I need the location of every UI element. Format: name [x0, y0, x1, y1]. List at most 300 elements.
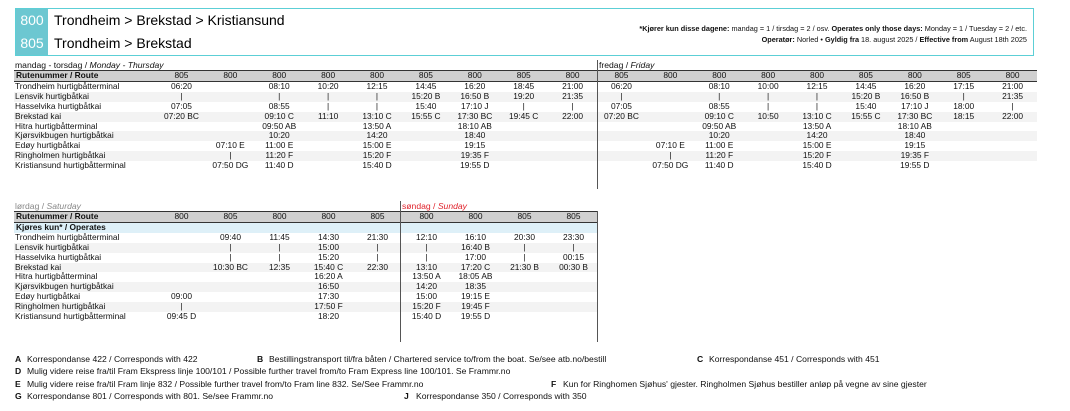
- departure-time: 07:20 BC: [157, 112, 206, 122]
- departure-time: [353, 302, 402, 312]
- departure-time: [646, 81, 695, 91]
- departure-time: |: [255, 243, 304, 253]
- departure-time: 17:15: [953, 81, 975, 91]
- departure-time: 18:35: [451, 282, 500, 292]
- stop-name: Hasselvika hurtigbåtkai: [15, 252, 102, 262]
- stop-name: Kristiansund hurtigbåtterminal: [15, 312, 126, 322]
- departure-time: [304, 141, 353, 151]
- departure-time: [157, 131, 206, 141]
- departure-time: 23:30: [563, 232, 584, 242]
- departure-time: |: [206, 151, 255, 161]
- departure-time: 16:20: [464, 81, 486, 91]
- departure-time: 18:45: [513, 81, 535, 91]
- departure-time: 21:30 B: [500, 263, 549, 273]
- departure-time: [597, 122, 646, 132]
- table-row: [14, 292, 598, 302]
- departure-time: 10:20: [317, 81, 339, 91]
- departure-time: 10:30 BC: [206, 263, 255, 273]
- route-header-label: Rutenummer / Route: [14, 71, 157, 82]
- departure-time: [353, 272, 402, 282]
- operates-row: [14, 222, 598, 232]
- departure-time: [206, 92, 255, 102]
- stop-name: Lensvik hurtigbåtkai: [14, 243, 157, 253]
- route-number-cell: 800: [646, 71, 695, 82]
- departure-time: [157, 161, 206, 171]
- departure-time: 19:35 F: [450, 151, 499, 161]
- weekday-label: mandag - torsdag / Monday - Thursday: [15, 60, 164, 70]
- departure-time: 21:30: [367, 232, 388, 242]
- departure-time: 11:20 F: [255, 151, 304, 161]
- table-row: [14, 151, 1037, 161]
- departure-time: 15:00: [416, 292, 437, 302]
- departure-time: 19:15 E: [461, 292, 490, 302]
- departure-time: |: [571, 101, 574, 111]
- departure-time: [206, 312, 255, 322]
- departure-time: 09:10 C: [695, 112, 744, 122]
- route-number-cell: 805: [206, 212, 255, 223]
- departure-time: [939, 141, 988, 151]
- departure-time: [646, 131, 695, 141]
- departure-time: [841, 131, 890, 141]
- departure-time: [304, 161, 353, 171]
- departure-time: [549, 282, 598, 292]
- departure-time: 15:40 D: [802, 161, 832, 171]
- departure-time: [255, 272, 304, 282]
- table-row: [14, 233, 598, 243]
- departure-time: 13:10 C: [793, 112, 842, 122]
- departure-time: [206, 292, 255, 302]
- departure-time: 06:20: [610, 81, 632, 91]
- departure-time: |: [157, 302, 206, 312]
- departure-time: [206, 282, 255, 292]
- departure-time: 11:20 F: [695, 151, 744, 161]
- table-row: [14, 272, 598, 282]
- departure-time: 14:20: [353, 131, 402, 141]
- departure-time: 19:35 F: [890, 151, 939, 161]
- departure-time: 18:00: [953, 101, 975, 111]
- departure-time: |: [304, 92, 353, 102]
- footnote-a: A Korrespondanse 422 / Corresponds with 422: [15, 354, 198, 364]
- departure-time: [499, 122, 548, 132]
- departure-time: [304, 122, 353, 132]
- departure-time: [206, 102, 255, 112]
- table-row: [14, 282, 598, 292]
- departure-time: 13:50 A: [362, 121, 392, 131]
- route-number-cell: 800: [304, 71, 353, 82]
- departure-time: [646, 112, 695, 122]
- route-number-cell: 805: [549, 212, 598, 223]
- departure-time: 18:40: [450, 131, 499, 141]
- departure-time: 12:35: [255, 263, 304, 273]
- departure-time: |: [425, 252, 428, 262]
- departure-time: [548, 161, 597, 171]
- departure-time: 12:10: [416, 232, 437, 242]
- departure-time: 11:00 E: [265, 141, 294, 151]
- departure-time: |: [695, 92, 744, 102]
- departure-time: 15:40 D: [362, 161, 392, 171]
- route-number-cell: 800: [255, 71, 304, 82]
- route-name: Trondheim > Brekstad > Kristiansund: [54, 12, 285, 28]
- departure-time: |: [597, 92, 646, 102]
- route-number-cell: 800: [548, 71, 597, 82]
- sunday-label: søndag / Sunday: [402, 201, 467, 211]
- departure-time: [744, 161, 793, 171]
- friday-label: fredag / Friday: [599, 60, 655, 70]
- route-number-cell: 800: [451, 212, 500, 223]
- departure-time: [548, 122, 597, 132]
- stop-name: Edøy hurtigbåtkai: [15, 292, 81, 302]
- route-number-cell: 800: [255, 212, 304, 223]
- table-row: [14, 112, 1037, 122]
- departure-time: [939, 131, 988, 141]
- departure-time: |: [939, 92, 988, 102]
- departure-time: 09:00: [171, 292, 192, 302]
- departure-time: 21:35: [548, 92, 597, 102]
- departure-time: |: [523, 252, 526, 262]
- departure-time: 07:20 BC: [597, 112, 646, 122]
- departure-time: [744, 131, 793, 141]
- route-number-cell: 805: [939, 71, 988, 82]
- departure-time: 10:20: [255, 131, 304, 141]
- departure-time: 17:10 J: [901, 101, 929, 111]
- departure-time: [988, 151, 1037, 161]
- route-number-cell: 800: [206, 71, 255, 82]
- departure-time: |: [767, 101, 770, 111]
- departure-time: 19:55 D: [460, 312, 491, 322]
- departure-time: [401, 131, 450, 141]
- departure-time: 18:10 AB: [457, 121, 492, 131]
- departure-time: 14:45: [855, 81, 877, 91]
- departure-time: [988, 131, 1037, 141]
- route-number-cell: 805: [157, 71, 206, 82]
- departure-time: 08:55: [268, 101, 290, 111]
- departure-time: [206, 302, 255, 312]
- route-name: Trondheim > Brekstad: [54, 35, 192, 51]
- departure-time: [255, 292, 304, 302]
- departure-time: 09:50 AB: [702, 121, 737, 131]
- timetable-header: [15, 8, 1034, 56]
- stop-name: Hitra hurtigbåtterminal: [15, 272, 98, 282]
- departure-time: [549, 272, 598, 282]
- departure-time: [841, 151, 890, 161]
- departure-time: [646, 122, 695, 132]
- departure-time: 14:20: [793, 131, 842, 141]
- route-number-cell: 800: [304, 212, 353, 223]
- departure-time: |: [353, 92, 402, 102]
- departure-time: [353, 282, 402, 292]
- route-number-cell: 800: [402, 212, 451, 223]
- weekend-timetable: [14, 211, 598, 322]
- departure-time: 06:20: [170, 81, 192, 91]
- departure-time: 19:20: [499, 92, 548, 102]
- departure-time: 11:10: [304, 112, 353, 122]
- departure-time: 15:00 E: [802, 141, 832, 151]
- departure-time: [157, 243, 206, 253]
- footnote-f: F Kun for Ringhomen Sjøhus' gjester. Ringholmen Sjøhus bestiller anløp på vegne av sine gjester: [551, 378, 927, 389]
- departure-time: [401, 151, 450, 161]
- operates-label: Kjøres kun* / Operates: [14, 222, 598, 232]
- departure-time: 11:40 D: [704, 161, 734, 171]
- departure-time: [304, 131, 353, 141]
- departure-time: 18:40: [890, 131, 939, 141]
- departure-time: 10:50: [744, 112, 793, 122]
- departure-time: [157, 122, 206, 132]
- departure-time: 00:30 B: [549, 263, 598, 273]
- departure-time: |: [815, 101, 819, 111]
- departure-time: 22:30: [353, 263, 402, 273]
- departure-time: 16:50 B: [450, 92, 499, 102]
- departure-time: |: [278, 252, 281, 262]
- departure-time: 11:45: [269, 232, 290, 242]
- table-row: [14, 253, 598, 263]
- departure-time: 15:40: [855, 101, 877, 111]
- departure-time: |: [402, 243, 451, 253]
- departure-time: 15:20 F: [793, 151, 842, 161]
- operator-note: Operatør: Norled • Gyldig fra 18. august 2025 / Effective from August 18th 2025: [761, 35, 1027, 44]
- departure-time: [500, 292, 549, 302]
- departure-time: 18:10 AB: [897, 121, 932, 131]
- departure-time: 19:15: [464, 141, 486, 151]
- departure-time: 17:30: [318, 292, 339, 302]
- departure-time: [597, 131, 646, 141]
- table-row: [14, 263, 598, 273]
- departure-time: [939, 122, 988, 132]
- departure-time: 13:10 C: [353, 112, 402, 122]
- departure-time: 18:05 AB: [458, 272, 493, 282]
- departure-time: |: [157, 92, 206, 102]
- departure-time: 19:55 D: [900, 161, 930, 171]
- departure-time: [597, 161, 646, 171]
- route-number-cell: 800: [450, 71, 499, 82]
- stop-name: Brekstad kai: [14, 112, 157, 122]
- departure-time: 08:10: [708, 81, 730, 91]
- departure-time: 15:20 F: [353, 151, 402, 161]
- route-number-cell: 805: [499, 71, 548, 82]
- route-number-cell: 800: [353, 71, 402, 82]
- departure-time: 17:10 J: [461, 101, 489, 111]
- departure-time: [157, 141, 206, 151]
- departure-time: [646, 92, 695, 102]
- route-names: [54, 9, 285, 55]
- table-row: [14, 81, 1037, 91]
- departure-time: [206, 122, 255, 132]
- table-row: [14, 161, 1037, 171]
- departure-time: [401, 141, 450, 151]
- departure-time: 07:10 E: [655, 141, 685, 151]
- departure-time: [206, 131, 255, 141]
- departure-time: 19:15: [904, 141, 926, 151]
- departure-time: 15:40 D: [411, 312, 442, 322]
- stop-name: Hitra hurtigbåtterminal: [15, 121, 98, 131]
- departure-time: 09:45 D: [166, 312, 197, 322]
- route-number-cell: 800: [988, 71, 1037, 82]
- departure-time: 07:05: [610, 101, 632, 111]
- departure-time: |: [793, 92, 842, 102]
- route-header-label: Rutenummer / Route: [14, 212, 157, 223]
- stop-name: Brekstad kai: [14, 263, 157, 273]
- departure-time: 07:50 DG: [212, 161, 249, 171]
- departure-time: 15:20 F: [402, 302, 451, 312]
- departure-time: 15:20: [318, 252, 339, 262]
- departure-time: |: [255, 92, 304, 102]
- departure-time: 17:30 BC: [890, 112, 939, 122]
- table-row: [14, 131, 1037, 141]
- footnote-j: J Korrespondanse 350 / Corresponds with 350: [404, 391, 587, 402]
- departure-time: 13:10: [402, 263, 451, 273]
- departure-time: |: [1011, 101, 1014, 111]
- footnote-c: C Korrespondanse 451 / Corresponds with 451: [697, 354, 880, 364]
- departure-time: [988, 141, 1037, 151]
- departure-time: 10:00: [757, 81, 779, 91]
- departure-time: 16:20 A: [314, 272, 343, 282]
- departure-time: [353, 292, 402, 302]
- stop-name: Trondheim hurtigbåtterminal: [15, 232, 120, 242]
- route-number-cell: 800: [695, 71, 744, 82]
- departure-time: [841, 161, 890, 171]
- departure-time: [841, 141, 890, 151]
- departure-time: 15:00 E: [362, 141, 392, 151]
- departure-time: 14:45: [415, 81, 437, 91]
- departure-time: 21:00: [1002, 81, 1024, 91]
- footnote-g: G Korrespondanse 801 / Corresponds with 801. Se/see Frammr.no: [15, 391, 274, 402]
- header-info: [639, 23, 1027, 45]
- departure-time: |: [229, 252, 232, 262]
- stop-name: Hasselvika hurtigbåtkai: [15, 101, 102, 111]
- table-row: [14, 312, 598, 322]
- departure-time: 09:10 C: [255, 112, 304, 122]
- departure-time: [988, 122, 1037, 132]
- departure-time: [499, 131, 548, 141]
- departure-time: 19:45 F: [451, 302, 500, 312]
- table-row: [14, 302, 598, 312]
- departure-time: |: [375, 101, 379, 111]
- departure-time: 15:20 B: [841, 92, 890, 102]
- departure-time: 22:00: [988, 112, 1037, 122]
- departure-time: [549, 302, 598, 312]
- table-row: [14, 141, 1037, 151]
- departure-time: 12:15: [806, 81, 828, 91]
- departure-time: 13:50 A: [412, 272, 441, 282]
- departure-time: [988, 161, 1037, 171]
- departure-time: 07:10 E: [215, 141, 245, 151]
- route-number-cell: 800: [744, 71, 793, 82]
- departure-time: [500, 312, 549, 322]
- departure-time: 16:40 B: [451, 243, 500, 253]
- days-note: *Kjører kun disse dagene: mandag = 1 / tirsdag = 2 / osv. Operates only those days: Monday = 1 / Tuesday = 2 / etc.: [639, 24, 1027, 33]
- stop-name: Ringholmen hurtigbåtkai: [14, 302, 157, 312]
- departure-time: [548, 131, 597, 141]
- route-number-cell: 805: [500, 212, 549, 223]
- departure-time: [255, 282, 304, 292]
- departure-time: 19:55 D: [460, 161, 490, 171]
- departure-time: [499, 141, 548, 151]
- departure-time: [401, 161, 450, 171]
- departure-time: 15:00: [304, 243, 353, 253]
- departure-time: 18:15: [939, 112, 988, 122]
- departure-time: 21:00: [562, 81, 584, 91]
- departure-time: 16:10: [465, 232, 486, 242]
- departure-time: |: [353, 243, 402, 253]
- departure-time: 14:20: [402, 282, 451, 292]
- footnote-e: E Mulig videre reise fra/til Fram linje 832 / Possible further travel from/to Fram line 832. Se/See Frammr.no: [15, 378, 424, 389]
- departure-time: |: [522, 101, 525, 111]
- departure-time: |: [646, 151, 695, 161]
- stop-name: Ringholmen hurtigbåtkai: [14, 151, 157, 161]
- departure-time: [157, 263, 206, 273]
- departure-time: 08:10: [268, 81, 290, 91]
- departure-time: |: [206, 243, 255, 253]
- departure-time: 09:50 AB: [262, 121, 297, 131]
- departure-time: 11:40 D: [264, 161, 294, 171]
- departure-time: 15:55 C: [401, 112, 450, 122]
- route-number-cell: 800: [890, 71, 939, 82]
- departure-time: 07:50 DG: [652, 161, 689, 171]
- departure-time: [157, 233, 206, 243]
- saturday-label: lørdag / Saturday: [15, 201, 81, 211]
- departure-time: 17:00: [465, 252, 486, 262]
- route-number-cell: 805: [841, 71, 890, 82]
- section-divider: [597, 60, 598, 189]
- departure-time: [401, 122, 450, 132]
- departure-time: 11:00 E: [705, 141, 734, 151]
- stop-name: Lensvik hurtigbåtkai: [14, 92, 157, 102]
- table-row: [14, 92, 1037, 102]
- departure-time: 08:55: [708, 101, 730, 111]
- departure-time: 00:15: [563, 252, 584, 262]
- departure-time: [255, 312, 304, 322]
- route-number-cell: 800: [157, 212, 206, 223]
- departure-time: [939, 151, 988, 161]
- departure-time: |: [500, 243, 549, 253]
- departure-time: 15:55 C: [841, 112, 890, 122]
- departure-time: 16:50 B: [890, 92, 939, 102]
- departure-time: [500, 282, 549, 292]
- table-row: [14, 243, 598, 253]
- footnote-d: D Mulig videre reise fra/til Fram Ekspress linje 100/101 / Possible further travel from/to Fram Express line 100/101. Se Frammr.no: [15, 366, 511, 377]
- departure-time: |: [549, 243, 598, 253]
- stop-name: Trondheim hurtigbåtterminal: [15, 81, 120, 91]
- departure-time: [597, 151, 646, 161]
- route-number-cell: 805: [353, 212, 402, 223]
- table-row: [14, 102, 1037, 112]
- departure-time: 12:15: [366, 81, 388, 91]
- departure-time: 16:20: [904, 81, 926, 91]
- departure-time: 13:50 A: [802, 121, 832, 131]
- section-divider: [400, 201, 401, 342]
- departure-time: [157, 272, 206, 282]
- weekday-friday-timetable: [14, 70, 1037, 171]
- departure-time: [597, 141, 646, 151]
- departure-time: [157, 253, 206, 263]
- stop-name: Kristiansund hurtigbåtterminal: [15, 161, 126, 171]
- departure-time: 19:45 C: [499, 112, 548, 122]
- departure-time: 21:35: [988, 92, 1037, 102]
- departure-time: |: [376, 252, 379, 262]
- departure-time: 18:20: [318, 312, 339, 322]
- route-number-cell: 805: [597, 71, 646, 82]
- route-number: 800: [20, 12, 44, 28]
- departure-time: [157, 282, 206, 292]
- departure-time: 10:20: [695, 131, 744, 141]
- route-number-cell: 805: [401, 71, 450, 82]
- departure-time: 15:20 B: [401, 92, 450, 102]
- stop-name: Kjørsvikbugen hurtigbåtkai: [14, 282, 157, 292]
- departure-time: [549, 312, 598, 322]
- departure-time: [744, 151, 793, 161]
- departure-time: 15:40 C: [304, 263, 353, 273]
- departure-time: 16:50: [304, 282, 353, 292]
- departure-time: 17:30 BC: [450, 112, 499, 122]
